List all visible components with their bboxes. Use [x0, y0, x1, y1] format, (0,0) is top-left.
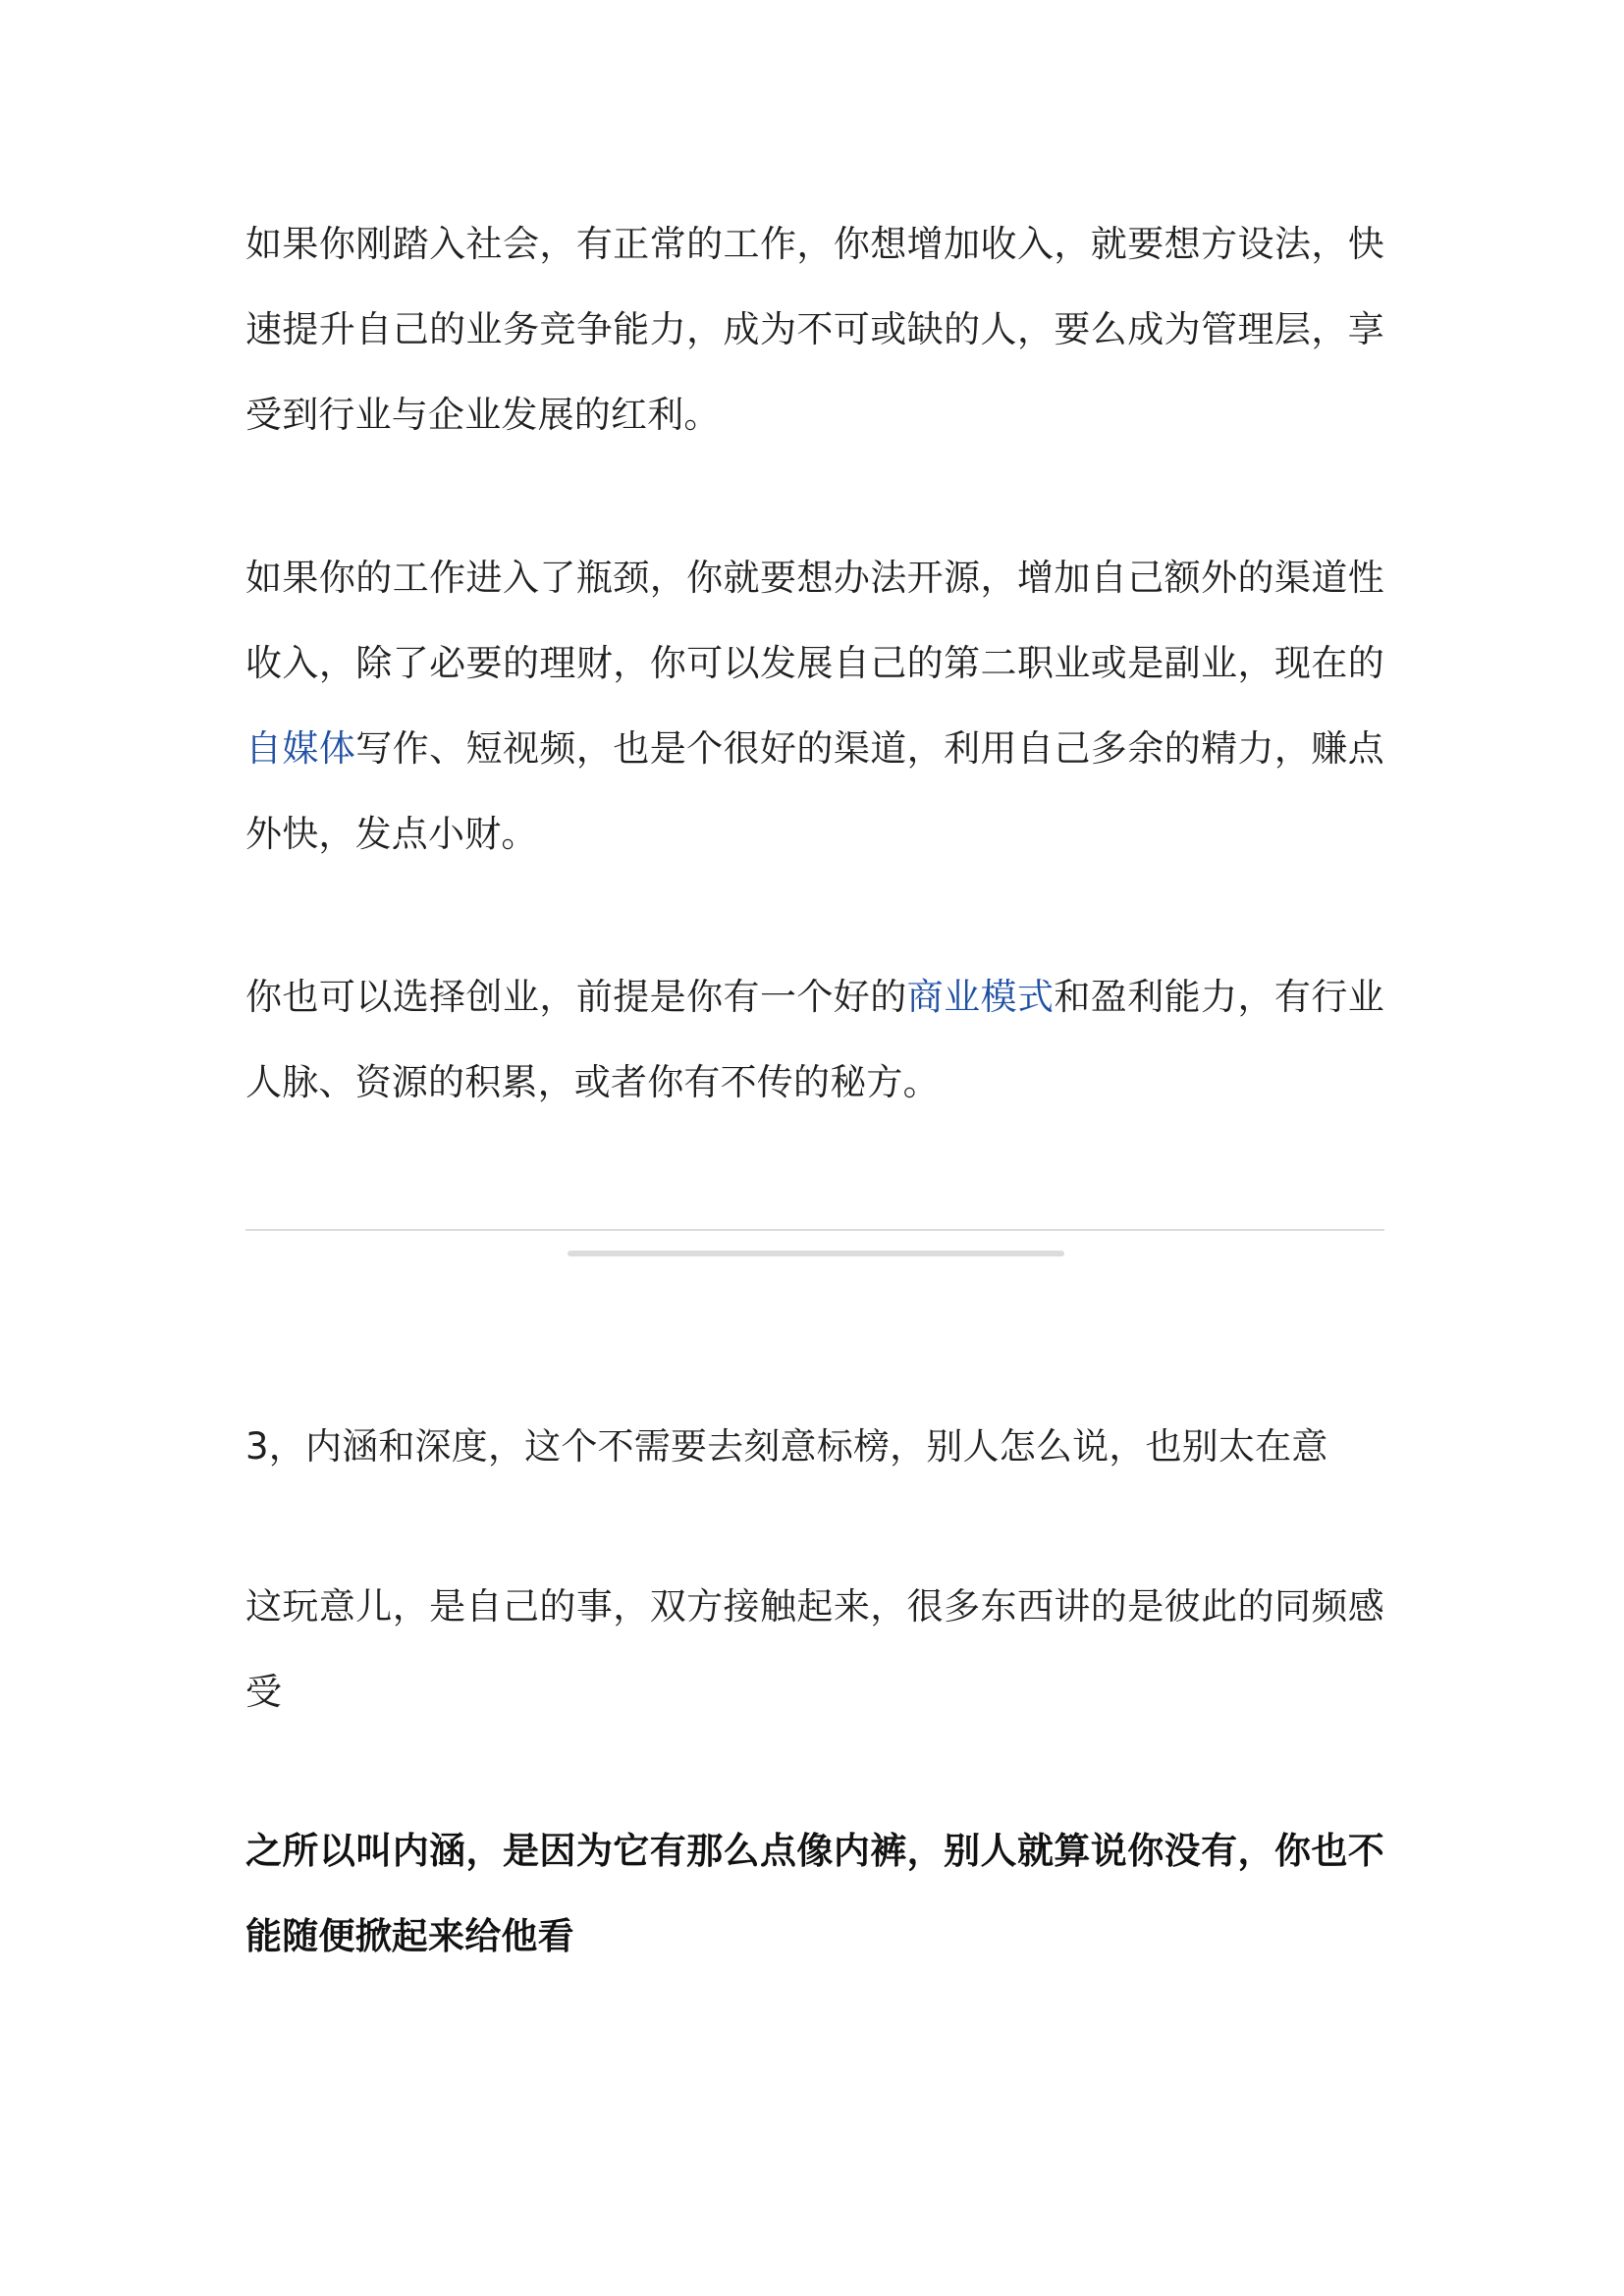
link-self-media[interactable]: 自媒体: [245, 727, 356, 770]
section-divider-bar: [568, 1251, 1064, 1256]
paragraph-text: 3，内涵和深度，这个不需要去刻意标榜，别人怎么说，也别太在意: [245, 1425, 1328, 1468]
paragraph-text-before: 你也可以选择创业，前提是你有一个好的: [245, 976, 907, 1018]
paragraph-point-3-heading: [245, 1404, 1384, 1489]
link-business-model[interactable]: 商业模式: [906, 976, 1055, 1018]
paragraph-same-frequency: [245, 1564, 1384, 1735]
paragraph-side-business: [245, 535, 1384, 877]
paragraph-bold-quote: [245, 1808, 1384, 1979]
paragraph-text-after: 和盈利能力，有行业人脉、资源的积累，或者你有不传的秘方。: [245, 976, 1384, 1103]
paragraph-entrepreneurship: [245, 954, 1384, 1125]
paragraph-text: 这玩意儿，是自己的事，双方接触起来，很多东西讲的是彼此的同频感受: [245, 1585, 1384, 1713]
paragraph-income-increase: [245, 201, 1384, 457]
section-divider-line: [245, 1229, 1384, 1231]
paragraph-text: 如果你刚踏入社会，有正常的工作，你想增加收入，就要想方设法，快速提升自己的业务竞争能力，成为不可或缺的人，要么成为管理层，享受到行业与企业发展的红利。: [245, 223, 1384, 436]
paragraph-text-before: 如果你的工作进入了瓶颈，你就要想办法开源，增加自己额外的渠道性收入，除了必要的理财，你可以发展自己的第二职业或是副业，现在的: [245, 557, 1384, 684]
paragraph-text: 之所以叫内涵，是因为它有那么点像内裤，别人就算说你没有，你也不能随便掀起来给他看: [245, 1830, 1384, 1957]
paragraph-text-after: 写作、短视频，也是个很好的渠道，利用自己多余的精力，赚点外快，发点小财。: [245, 727, 1384, 855]
